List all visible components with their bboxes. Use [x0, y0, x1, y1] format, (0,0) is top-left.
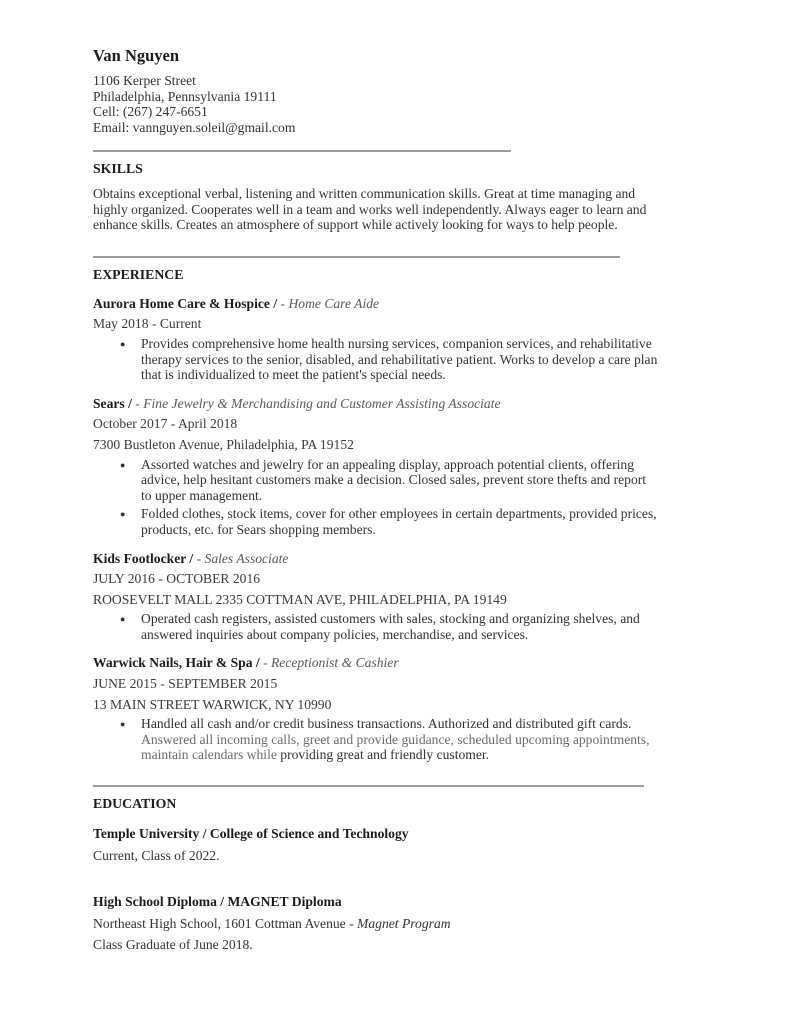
job-dates: JUNE 2015 - SEPTEMBER 2015 [93, 676, 278, 692]
job-location: 7300 Bustleton Avenue, Philadelphia, PA 19152 [93, 436, 354, 452]
education-detail-regular: Northeast High School, 1601 Cottman Avenue - [93, 915, 358, 931]
education-detail-italic: Magnet Program [357, 915, 451, 931]
job-header [93, 296, 659, 312]
job-dates: May 2018 - Current [93, 316, 202, 332]
skills-summary: Obtains exceptional verbal, listening and written communication skills. Great at time managing and highly organized. Cooperates well in a team and works well independently. Always eager to learn and enhance skills. Creates an atmosphere of support while actively looking for ways to help people. [93, 186, 647, 233]
bullet-text-dark: providing great and friendly customer. [280, 747, 490, 763]
job-bullet [141, 716, 659, 763]
address-line-2: Philadelphia, Pennsylvania 19111 [93, 88, 277, 104]
experience-heading: EXPERIENCE [93, 266, 184, 282]
job-entry-aurora [93, 296, 659, 383]
job-dates: JULY 2016 - OCTOBER 2016 [93, 571, 261, 587]
job-bullet: ● Folded clothes, stock items, cover for other employees in certain departments, provided prices, products, etc. for Sears shopping members. [141, 506, 659, 537]
job-entry-warwick [93, 655, 659, 763]
person-name: Van Nguyen [93, 46, 180, 65]
job-header [93, 551, 659, 567]
job-company: Kids Footlocker / [93, 550, 194, 566]
job-company: Aurora Home Care & Hospice / [93, 295, 278, 311]
job-dates: October 2017 - April 2018 [93, 416, 238, 432]
job-location: 13 MAIN STREET WARWICK, NY 10990 [93, 696, 332, 712]
job-title: - Home Care Aide [280, 295, 380, 311]
bullet-text-dark: Handled all cash and/or credit business transactions. Authorized and distributed gift cards. [141, 716, 632, 732]
job-entry-kids-footlocker [93, 551, 659, 643]
job-bullet: ● Provides comprehensive home health nursing services, companion services, and rehabilitative therapy services to the senior, disabled, and rehabilitative patient. Works to develop a care plan that is individualized to meet the patient's special needs. [141, 336, 659, 383]
header-divider [93, 150, 511, 152]
job-bullet: ● Operated cash registers, assisted customers with sales, stocking and organizing shelves, and answered inquiries about company policies, merchandise, and services. [141, 611, 659, 642]
job-bullets [93, 336, 659, 383]
education-school-highschool: High School Diploma / MAGNET Diploma [93, 894, 342, 910]
job-bullets [93, 716, 659, 763]
job-header [93, 655, 659, 671]
job-entry-sears [93, 396, 659, 538]
education-detail: Current, Class of 2022. [93, 847, 220, 863]
job-title: - Fine Jewelry & Merchandising and Customer Assisting Associate [135, 395, 501, 411]
experience-divider [93, 785, 644, 787]
job-location: ROOSEVELT MALL 2335 COTTMAN AVE, PHILADELPHIA, PA 19149 [93, 591, 507, 607]
job-bullets [93, 457, 659, 538]
skills-divider [93, 256, 620, 258]
skills-heading: SKILLS [93, 161, 143, 176]
education-heading: EDUCATION [93, 796, 177, 812]
address-line-1: 1106 Kerper Street [93, 73, 196, 88]
education-school-temple: Temple University / College of Science and Technology [93, 826, 409, 842]
email-line: Email: vannguyen.soleil@gmail.com [93, 119, 296, 135]
resume-content [93, 46, 659, 953]
education-detail [93, 916, 659, 932]
education-detail: Class Graduate of June 2018. [93, 937, 253, 953]
job-company: Sears / [93, 395, 132, 411]
phone-line: Cell: (267) 247-6651 [93, 104, 208, 119]
job-company: Warwick Nails, Hair & Spa / [93, 655, 260, 671]
job-bullets [93, 611, 659, 642]
job-title: - Sales Associate [196, 550, 289, 566]
job-title: - Receptionist & Cashier [263, 655, 399, 671]
job-bullet: ● Assorted watches and jewelry for an appealing display, approach potential clients, offering advice, help hesitant customers make a decision. Closed sales, prevent store thefts and report to upper management. [141, 457, 659, 504]
job-header [93, 396, 659, 412]
bullet-text-gray: Answered all incoming calls, greet and provide guidance, scheduled upcoming appointments, maintain calendars while [141, 731, 650, 763]
